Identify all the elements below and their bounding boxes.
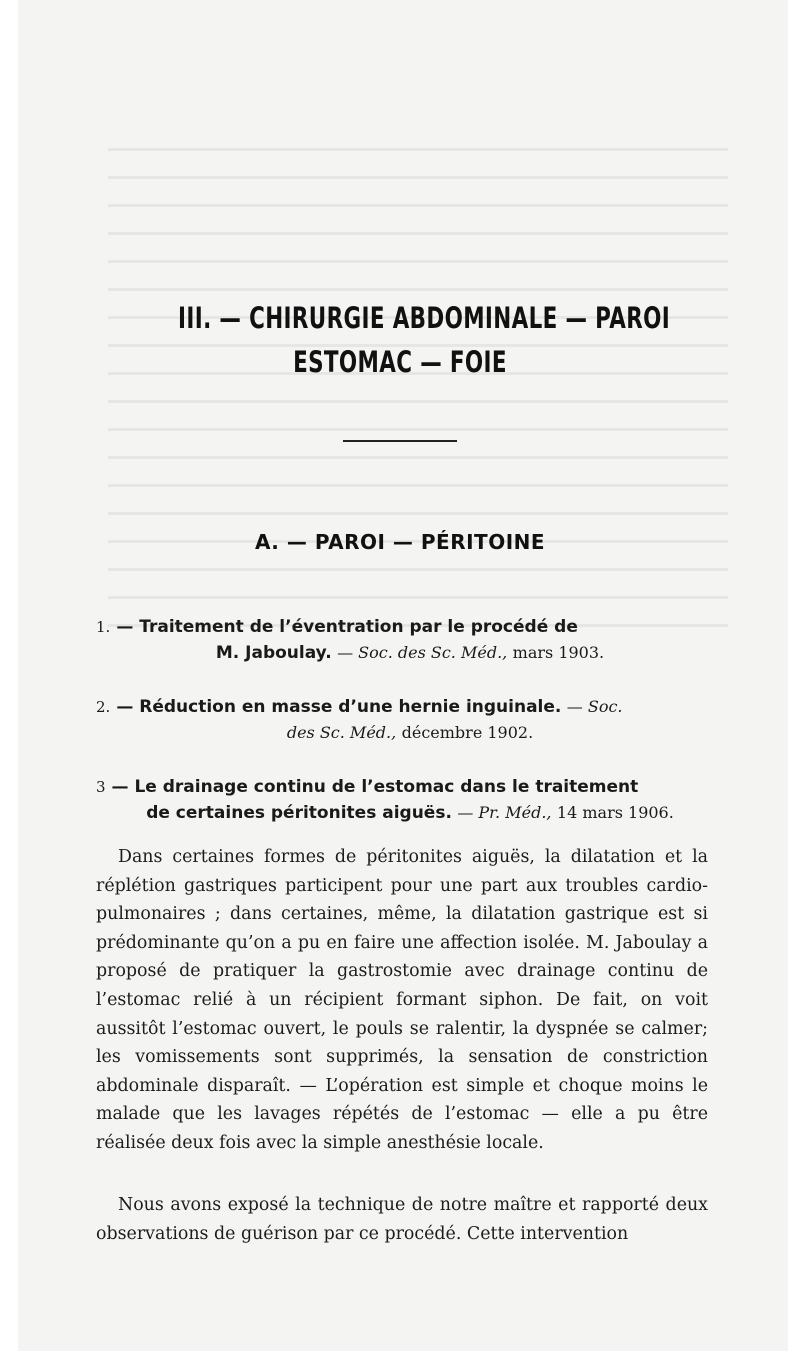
title-divider — [343, 440, 457, 442]
bibliography-entry-2 — [96, 694, 706, 746]
entry-title-continued: de certaines péritonites aiguës. — [146, 803, 452, 823]
entry-date: 14 mars 1906. — [556, 803, 674, 822]
bibliography-entry-3 — [96, 774, 706, 826]
page-margin — [0, 0, 18, 1351]
body-paragraph-2-block — [96, 1191, 708, 1248]
section-title: A. — PAROI — PÉRITOINE — [254, 530, 546, 554]
entry-number: 1. — [96, 618, 111, 636]
entry-title-continued: M. Jaboulay. — [215, 643, 332, 663]
entry-date: mars 1903. — [512, 643, 605, 662]
entry-number: 2. — [96, 698, 111, 716]
entry-title: — Réduction en masse d’une hernie inguinale. — [116, 697, 562, 717]
entry-date: décembre 1902. — [401, 723, 534, 742]
chapter-title — [178, 296, 671, 384]
entry-title: — Le drainage continu de l’estomac dans le traitement — [111, 777, 639, 797]
entry-source-continued: des Sc. Méd., — [286, 723, 397, 742]
body-paragraph-1-block — [96, 843, 708, 1158]
bibliography-entry-1 — [96, 614, 706, 666]
body-paragraph-2: Nous avons exposé la technique de notre maître et rapporté deux observations de guérison par ce procédé. Cette intervention — [96, 1195, 708, 1244]
entry-number: 3 — [96, 778, 106, 796]
chapter-title-line-1: III. — CHIRURGIE ABDOMINALE — PAROI — [178, 301, 671, 335]
bleed-through-texture — [108, 130, 728, 650]
entry-source: — Soc. — [566, 697, 623, 716]
chapter-title-line-2: ESTOMAC — FOIE — [293, 345, 507, 379]
entry-source: — Soc. des Sc. Méd., — [337, 643, 508, 662]
entry-source: — Pr. Méd., — [457, 803, 552, 822]
body-paragraph-1: Dans certaines formes de péritonites aiguës, la dilatation et la réplétion gastriques participent pour une part aux troubles cardio-pulmonaires ; dans certaines, même, la dilatation gastrique est si prédominante qu’on a pu en faire une affection isolée. M. Jaboulay a proposé de pratiquer la gastrostomie avec drainage continu de l’estomac relié à un récipient formant siphon. De fait, on voit aussitôt l’estomac ouvert, le pouls se ralentir, la dyspnée se calmer; les vomissements sont supprimés, la sensation de constriction abdominale disparaît. — L’opération est simple et choque moins le malade que les lavages répétés de l’estomac — elle a pu être réalisée deux fois avec la simple anesthésie locale. — [96, 847, 708, 1153]
entry-title: — Traitement de l’éventration par le procédé de — [116, 617, 578, 637]
